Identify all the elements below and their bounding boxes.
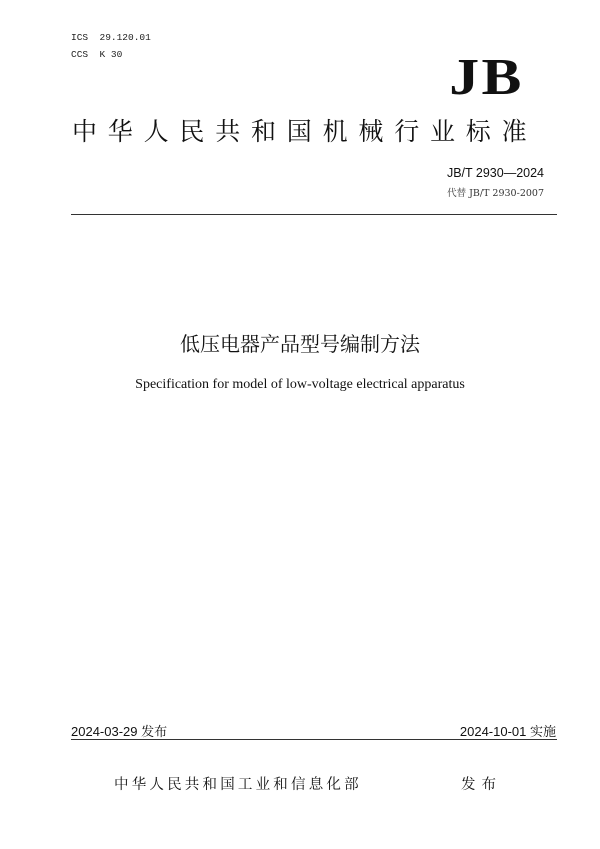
- issuing-authority: 中华人民共和国工业和信息化部: [114, 777, 362, 793]
- issue-label: 发布: [461, 777, 502, 793]
- standard-category-title: 中华人民共和国机械行业标准: [72, 117, 538, 146]
- document-title-chinese: 低压电器产品型号编制方法: [180, 332, 420, 356]
- ics-code: ICS 29.120.01: [71, 32, 151, 43]
- footer-divider: [71, 739, 557, 740]
- jb-logo: JB: [449, 49, 524, 106]
- header-divider: [71, 214, 557, 215]
- implementation-date: 2024-10-01 实施: [459, 724, 556, 739]
- ccs-code: CCS K 30: [71, 49, 123, 60]
- standard-number: JB/T 2930—2024: [446, 166, 544, 180]
- document-title-english: Specification for model of low-voltage electrical apparatus: [135, 377, 465, 392]
- replaces-standard: 代替 JB/T 2930-2007: [447, 188, 544, 199]
- issue-date: 2024-03-29 发布: [71, 724, 168, 739]
- classification-codes: [71, 29, 151, 63]
